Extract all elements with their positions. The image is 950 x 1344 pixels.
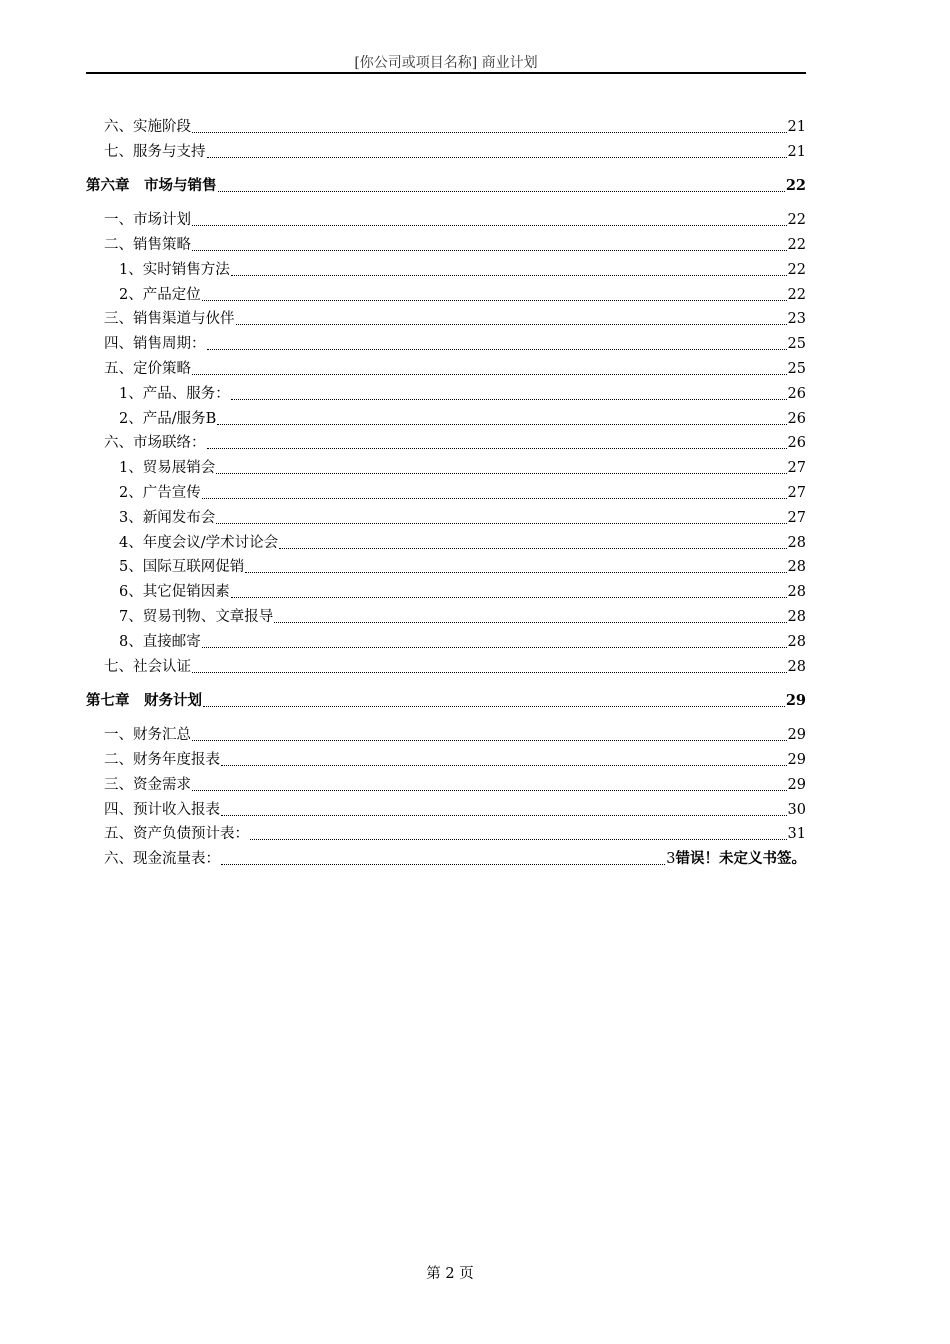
toc-chapter-entry[interactable] xyxy=(86,162,806,197)
toc-entry[interactable] xyxy=(86,577,806,602)
toc-entry-label: 1、实时销售方法 xyxy=(119,261,230,278)
toc-page-number: 25 xyxy=(787,336,806,353)
toc-page-number: 25 xyxy=(787,360,806,377)
toc-page-number: 27 xyxy=(787,460,806,477)
toc-entry[interactable] xyxy=(86,820,806,845)
toc-page-number: 21 xyxy=(787,118,806,135)
toc-page-number: 23 xyxy=(787,311,806,328)
toc-page-number: 28 xyxy=(787,608,806,625)
toc-page-number: 29 xyxy=(785,692,806,710)
toc-page-number: 29 xyxy=(787,751,806,768)
toc-entry-label: 三、销售渠道与伙伴 xyxy=(104,311,235,328)
toc-page-number: 22 xyxy=(787,236,806,253)
toc-dot-leader xyxy=(236,324,787,325)
toc-entry-label: 1、贸易展销会 xyxy=(119,460,216,477)
toc-page-number: 27 xyxy=(787,509,806,526)
toc-dot-leader xyxy=(231,597,787,598)
toc-dot-leader xyxy=(192,790,787,791)
toc-dot-leader xyxy=(207,448,787,449)
toc-entry-label: 3、新闻发布会 xyxy=(119,509,216,526)
toc-dot-leader xyxy=(216,473,786,474)
toc-page-number: 29 xyxy=(787,727,806,744)
toc-dot-leader xyxy=(192,250,787,251)
toc-page-number: 28 xyxy=(787,584,806,601)
toc-dot-leader xyxy=(245,572,786,573)
toc-entry[interactable] xyxy=(86,137,806,162)
toc-page-number: 27 xyxy=(787,484,806,501)
table-of-contents xyxy=(86,112,806,869)
toc-dot-leader xyxy=(192,374,787,375)
toc-page-number: 22 xyxy=(787,212,806,229)
toc-entry-label: 二、销售策略 xyxy=(104,236,191,253)
toc-entry[interactable] xyxy=(86,196,806,230)
toc-entry[interactable] xyxy=(86,745,806,770)
toc-entry[interactable] xyxy=(86,329,806,354)
toc-page-number: 26 xyxy=(787,410,806,427)
toc-entry[interactable] xyxy=(86,770,806,795)
toc-entry[interactable] xyxy=(86,711,806,745)
toc-dot-leader xyxy=(192,225,787,226)
toc-dot-leader xyxy=(221,864,665,865)
toc-dot-leader xyxy=(202,647,787,648)
toc-dot-leader xyxy=(202,498,787,499)
toc-entry[interactable] xyxy=(86,230,806,255)
toc-entry-label: 6、其它促销因素 xyxy=(119,584,230,601)
toc-entry[interactable] xyxy=(86,528,806,553)
header-divider xyxy=(86,72,806,74)
toc-bookmark-error: 错误！未定义书签。 xyxy=(675,850,806,868)
toc-dot-leader xyxy=(250,839,787,840)
toc-entry[interactable] xyxy=(86,652,806,677)
toc-entry-label: 六、实施阶段 xyxy=(104,118,191,135)
page-number: 第 2 页 xyxy=(426,1266,474,1282)
toc-entry-label: 四、销售周期： xyxy=(104,336,206,353)
toc-dot-leader xyxy=(192,740,787,741)
toc-entry-label: 五、资产负债预计表： xyxy=(104,826,249,843)
toc-entry-label: 2、产品/服务B xyxy=(119,410,217,427)
toc-page-number: 22 xyxy=(787,286,806,303)
toc-page-number: 21 xyxy=(787,143,806,160)
toc-chapter-entry[interactable] xyxy=(86,677,806,712)
toc-entry[interactable] xyxy=(86,429,806,454)
toc-page-number: 3 xyxy=(666,851,676,868)
toc-entry-label: 一、市场计划 xyxy=(104,212,191,229)
toc-entry[interactable] xyxy=(86,354,806,379)
toc-entry[interactable] xyxy=(86,112,806,137)
toc-dot-leader xyxy=(192,132,787,133)
toc-entry-label: 2、产品定位 xyxy=(119,286,201,303)
toc-page-number: 28 xyxy=(787,658,806,675)
toc-entry-label: 四、预计收入报表 xyxy=(104,801,220,818)
toc-page-number: 30 xyxy=(787,801,806,818)
toc-entry-label: 5、国际互联网促销 xyxy=(119,559,245,576)
toc-entry[interactable] xyxy=(86,627,806,652)
toc-dot-leader xyxy=(221,765,787,766)
toc-entry-label: 第六章 市场与销售 xyxy=(86,177,217,195)
toc-entry[interactable] xyxy=(86,478,806,503)
toc-dot-leader xyxy=(192,672,787,673)
toc-entry-label: 7、贸易刊物、文章报导 xyxy=(119,608,274,625)
toc-dot-leader xyxy=(216,523,786,524)
toc-entry[interactable] xyxy=(86,503,806,528)
toc-page-number: 29 xyxy=(787,776,806,793)
toc-dot-leader xyxy=(231,275,787,276)
toc-entry-label: 4、年度会议/学术讨论会 xyxy=(119,534,279,551)
toc-dot-leader xyxy=(202,300,787,301)
toc-entry-label: 一、财务汇总 xyxy=(104,727,191,744)
toc-entry-label: 七、社会认证 xyxy=(104,658,191,675)
toc-dot-leader xyxy=(217,424,786,425)
toc-entry[interactable] xyxy=(86,844,806,869)
toc-dot-leader xyxy=(207,349,787,350)
toc-entry-label: 六、现金流量表： xyxy=(104,851,220,868)
toc-page-number: 28 xyxy=(787,633,806,650)
toc-page-number: 31 xyxy=(787,826,806,843)
toc-entry-label: 六、市场联络： xyxy=(104,435,206,452)
toc-entry[interactable] xyxy=(86,602,806,627)
toc-page-number: 22 xyxy=(785,177,806,195)
toc-entry[interactable] xyxy=(86,280,806,305)
toc-entry[interactable] xyxy=(86,305,806,330)
toc-entry[interactable] xyxy=(86,795,806,820)
toc-dot-leader xyxy=(221,815,787,816)
toc-entry-label: 三、资金需求 xyxy=(104,776,191,793)
toc-entry[interactable] xyxy=(86,255,806,280)
toc-entry[interactable] xyxy=(86,404,806,429)
toc-dot-leader xyxy=(279,548,786,549)
toc-entry-label: 第七章 财务计划 xyxy=(86,692,202,710)
toc-entry-label: 七、服务与支持 xyxy=(104,143,206,160)
toc-dot-leader xyxy=(207,157,787,158)
toc-page-number: 26 xyxy=(787,385,806,402)
toc-dot-leader xyxy=(274,622,786,623)
toc-entry[interactable] xyxy=(86,553,806,578)
toc-entry-label: 五、定价策略 xyxy=(104,360,191,377)
toc-page-number: 22 xyxy=(787,261,806,278)
toc-entry-label: 二、财务年度报表 xyxy=(104,751,220,768)
toc-dot-leader xyxy=(218,191,785,192)
toc-entry-label: 8、直接邮寄 xyxy=(119,633,201,650)
toc-page-number: 28 xyxy=(787,534,806,551)
toc-entry[interactable] xyxy=(86,453,806,478)
toc-entry[interactable] xyxy=(86,379,806,404)
page-header: [你公司或项目名称] 商业计划 xyxy=(354,55,538,71)
toc-entry-label: 2、广告宣传 xyxy=(119,484,201,501)
toc-dot-leader xyxy=(203,706,785,707)
toc-page-number: 28 xyxy=(787,559,806,576)
toc-entry-label: 1、产品、服务： xyxy=(119,385,230,402)
toc-dot-leader xyxy=(231,399,787,400)
toc-page-number: 26 xyxy=(787,435,806,452)
